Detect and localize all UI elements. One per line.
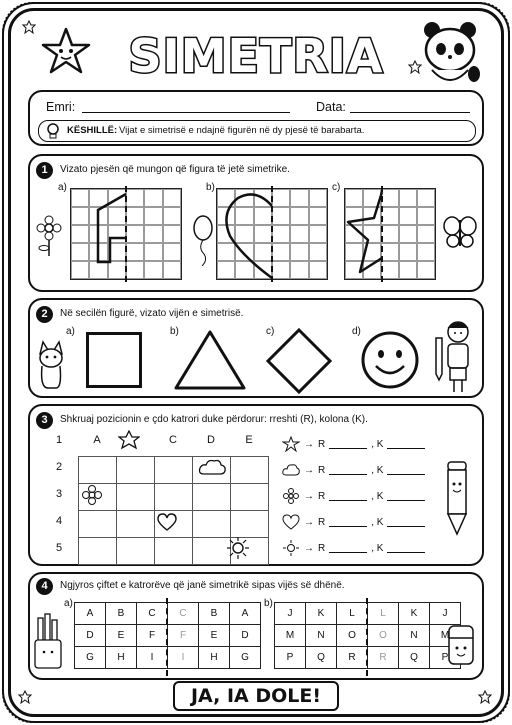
label-a: a) xyxy=(58,182,67,193)
heart-half-shape xyxy=(216,188,272,280)
symmetry-axis-table-a xyxy=(166,598,168,676)
smiling-star-icon xyxy=(40,26,92,76)
letter-cell[interactable]: D xyxy=(75,625,106,647)
section-4-number: 4 xyxy=(36,578,53,595)
small-star-icon xyxy=(18,690,32,704)
grid-cell[interactable] xyxy=(126,189,144,207)
small-star-icon xyxy=(408,60,422,74)
butterfly-icon xyxy=(442,214,478,250)
pencil-cup-icon xyxy=(32,612,66,672)
date-field[interactable] xyxy=(350,112,470,113)
column-label-c: C xyxy=(169,434,177,446)
label-c: c) xyxy=(266,326,275,337)
letter-cell[interactable]: Q xyxy=(399,647,430,669)
grid-cell[interactable] xyxy=(126,225,144,243)
letter-cell[interactable]: J xyxy=(430,603,461,625)
cloud-icon xyxy=(198,458,228,478)
footer-banner: JA, IA DOLE! xyxy=(173,681,339,711)
grid-cell[interactable] xyxy=(290,189,308,207)
grid-cell[interactable] xyxy=(126,261,144,279)
letter-cell[interactable]: E xyxy=(199,625,230,647)
letter-cell[interactable]: J xyxy=(275,603,306,625)
letter-cell[interactable]: Q xyxy=(306,647,337,669)
k-label: , K xyxy=(371,438,384,450)
sun-icon xyxy=(226,536,250,560)
row-label-2: 2 xyxy=(55,461,63,473)
r-label: R xyxy=(318,542,326,554)
section-3-card xyxy=(28,404,484,566)
grid-cell[interactable] xyxy=(399,243,417,261)
name-label: Emri: xyxy=(46,100,76,114)
grid-cell[interactable] xyxy=(417,207,435,225)
row-answer-field[interactable] xyxy=(329,440,367,449)
answer-row-sun xyxy=(282,540,425,556)
column-label-a: A xyxy=(93,434,101,446)
lightbulb-icon xyxy=(45,122,61,140)
letter-cell[interactable]: H xyxy=(199,647,230,669)
row-answer-field[interactable] xyxy=(329,492,367,501)
letter-cell[interactable]: I xyxy=(137,647,168,669)
r-label: R xyxy=(318,490,326,502)
answer-row-cloud xyxy=(282,462,425,478)
letter-cell[interactable]: E xyxy=(106,625,137,647)
grid-cell[interactable] xyxy=(417,189,435,207)
symmetry-axis-table-b xyxy=(366,598,368,676)
section-3-number: 3 xyxy=(36,412,53,429)
grid-cell[interactable] xyxy=(163,261,181,279)
column-answer-field[interactable] xyxy=(387,492,425,501)
grid-cell[interactable] xyxy=(417,261,435,279)
header-card xyxy=(28,90,484,146)
letter-cell[interactable]: C xyxy=(137,603,168,625)
grid-cell[interactable] xyxy=(272,207,290,225)
label-b: b) xyxy=(264,598,273,609)
letter-cell[interactable]: B xyxy=(199,603,230,625)
section-1-instruction: Vizato pjesën që mungon që figura të jetë simetrike. xyxy=(60,164,290,175)
answer-row-heart xyxy=(282,514,425,530)
letter-cell[interactable]: D xyxy=(230,625,261,647)
cat-icon xyxy=(34,340,68,390)
grid-cell[interactable] xyxy=(126,243,144,261)
smiley-face-shape[interactable] xyxy=(360,330,420,390)
letter-cell[interactable]: A xyxy=(75,603,106,625)
tip-text: Vijat e simetrisë e ndajnë figurën në dy pjesë të barabarta. xyxy=(119,125,365,136)
letter-cell[interactable]: G xyxy=(230,647,261,669)
label-c: c) xyxy=(332,182,341,193)
arrow: → xyxy=(304,542,314,554)
letter-cell[interactable]: K xyxy=(399,603,430,625)
sun-icon xyxy=(282,540,300,556)
r-label: R xyxy=(318,516,326,528)
letter-cell[interactable]: O xyxy=(368,625,399,647)
grid-cell[interactable] xyxy=(163,189,181,207)
letter-cell[interactable]: R xyxy=(368,647,399,669)
star-icon xyxy=(282,436,300,452)
boy-with-pencil-icon xyxy=(430,318,480,396)
grid-cell[interactable] xyxy=(417,225,435,243)
answer-row-flower xyxy=(282,488,425,504)
house-half-shape xyxy=(70,188,126,280)
grid-cell[interactable] xyxy=(290,207,308,225)
heart-icon xyxy=(282,514,300,530)
k-label: , K xyxy=(371,516,384,528)
letter-cell[interactable]: N xyxy=(306,625,337,647)
label-a: a) xyxy=(64,598,73,609)
grid-cell[interactable] xyxy=(399,207,417,225)
grid-cell[interactable] xyxy=(290,261,308,279)
section-1-number: 1 xyxy=(36,162,53,179)
panda-icon xyxy=(418,20,482,90)
section-4-card xyxy=(28,572,484,680)
row-label-5: 5 xyxy=(55,542,63,554)
section-2-instruction: Në secilën figurë, vizato vijën e simetrisë. xyxy=(60,308,244,319)
grid-cell[interactable] xyxy=(309,261,327,279)
grid-cell[interactable] xyxy=(144,261,162,279)
grid-cell[interactable] xyxy=(309,225,327,243)
arrow: → xyxy=(304,438,314,450)
k-label: , K xyxy=(371,490,384,502)
star-half-shape xyxy=(344,188,384,280)
date-label: Data: xyxy=(316,100,346,114)
grid-cell[interactable] xyxy=(272,261,290,279)
label-b: b) xyxy=(206,182,215,193)
eraser-character-icon xyxy=(444,622,478,668)
grid-cell[interactable] xyxy=(272,243,290,261)
section-4-instruction: Ngjyros çiftet e katrorëve që janë simetrikë sipas vijës së dhënë. xyxy=(60,580,345,591)
answer-row-star xyxy=(282,436,425,452)
k-label: , K xyxy=(371,542,384,554)
grid-cell[interactable] xyxy=(399,189,417,207)
column-answer-field[interactable] xyxy=(387,518,425,527)
flower-icon xyxy=(80,484,104,506)
tip-box xyxy=(38,120,476,142)
r-label: R xyxy=(318,464,326,476)
grid-cell[interactable] xyxy=(144,189,162,207)
column-answer-field[interactable] xyxy=(387,440,425,449)
label-d: d) xyxy=(352,326,361,337)
letter-cell[interactable]: B xyxy=(106,603,137,625)
letter-cell[interactable]: F xyxy=(168,625,199,647)
row-label-4: 4 xyxy=(55,515,63,527)
flower-icon xyxy=(282,488,300,504)
letter-cell[interactable]: N xyxy=(399,625,430,647)
page-title: SIMETRIA xyxy=(128,29,384,83)
letter-cell[interactable]: R xyxy=(337,647,368,669)
letter-cell[interactable]: K xyxy=(306,603,337,625)
grid-cell[interactable] xyxy=(272,189,290,207)
grid-cell[interactable] xyxy=(144,207,162,225)
label-b: b) xyxy=(170,326,179,337)
letter-cell[interactable]: P xyxy=(275,647,306,669)
flower-icon xyxy=(34,214,64,258)
diamond-shape[interactable] xyxy=(264,326,334,396)
heart-icon xyxy=(156,512,178,532)
grid-cell[interactable] xyxy=(163,243,181,261)
grid-cell[interactable] xyxy=(309,243,327,261)
label-a: a) xyxy=(66,326,75,337)
letter-cell[interactable]: M xyxy=(430,625,461,647)
triangle-shape[interactable] xyxy=(172,328,248,392)
letter-cell[interactable]: A xyxy=(230,603,261,625)
letter-cell[interactable]: O xyxy=(337,625,368,647)
section-1-card xyxy=(28,154,484,292)
r-label: R xyxy=(318,438,326,450)
letter-cell[interactable]: H xyxy=(106,647,137,669)
tip-label: KËSHILLË: xyxy=(67,125,118,136)
grid-cell[interactable] xyxy=(163,207,181,225)
column-answer-field[interactable] xyxy=(387,544,425,553)
row-label-3: 3 xyxy=(55,488,63,500)
grid-cell[interactable] xyxy=(290,225,308,243)
section-2-number: 2 xyxy=(36,306,53,323)
letter-cell[interactable]: L xyxy=(337,603,368,625)
row-answer-field[interactable] xyxy=(329,518,367,527)
grid-cell[interactable] xyxy=(417,243,435,261)
small-star-icon xyxy=(478,690,492,704)
grid-cell[interactable] xyxy=(309,189,327,207)
grid-cell[interactable] xyxy=(144,243,162,261)
grid-cell[interactable] xyxy=(126,207,144,225)
cloud-icon xyxy=(282,462,300,478)
small-star-icon xyxy=(22,20,36,34)
letter-cell[interactable]: M xyxy=(275,625,306,647)
letter-cell[interactable]: G xyxy=(75,647,106,669)
star-icon xyxy=(118,430,140,450)
arrow: → xyxy=(304,516,314,528)
square-shape[interactable] xyxy=(86,332,142,388)
grid-cell[interactable] xyxy=(144,225,162,243)
row-answer-field[interactable] xyxy=(329,544,367,553)
section-2-card xyxy=(28,298,484,398)
letter-cell[interactable]: F xyxy=(137,625,168,647)
letter-cell[interactable]: C xyxy=(168,603,199,625)
row-answer-field[interactable] xyxy=(329,466,367,475)
balloon-icon xyxy=(190,214,216,266)
grid-cell[interactable] xyxy=(272,225,290,243)
letter-cell[interactable]: L xyxy=(368,603,399,625)
section-3-instruction: Shkruaj pozicionin e çdo katrori duke përdorur: rreshti (R), kolona (K). xyxy=(60,414,368,425)
k-label: , K xyxy=(371,464,384,476)
grid-cell[interactable] xyxy=(399,261,417,279)
grid-cell[interactable] xyxy=(309,207,327,225)
pencil-character-icon xyxy=(440,458,474,538)
row-label-1: 1 xyxy=(55,434,63,446)
name-field[interactable] xyxy=(82,112,290,113)
arrow: → xyxy=(304,464,314,476)
column-label-d: D xyxy=(207,434,215,446)
grid-cell[interactable] xyxy=(163,225,181,243)
arrow: → xyxy=(304,490,314,502)
letter-cell[interactable]: I xyxy=(168,647,199,669)
column-label-e: E xyxy=(245,434,253,446)
column-answer-field[interactable] xyxy=(387,466,425,475)
letter-cell[interactable]: P xyxy=(430,647,461,669)
grid-cell[interactable] xyxy=(399,225,417,243)
grid-cell[interactable] xyxy=(290,243,308,261)
